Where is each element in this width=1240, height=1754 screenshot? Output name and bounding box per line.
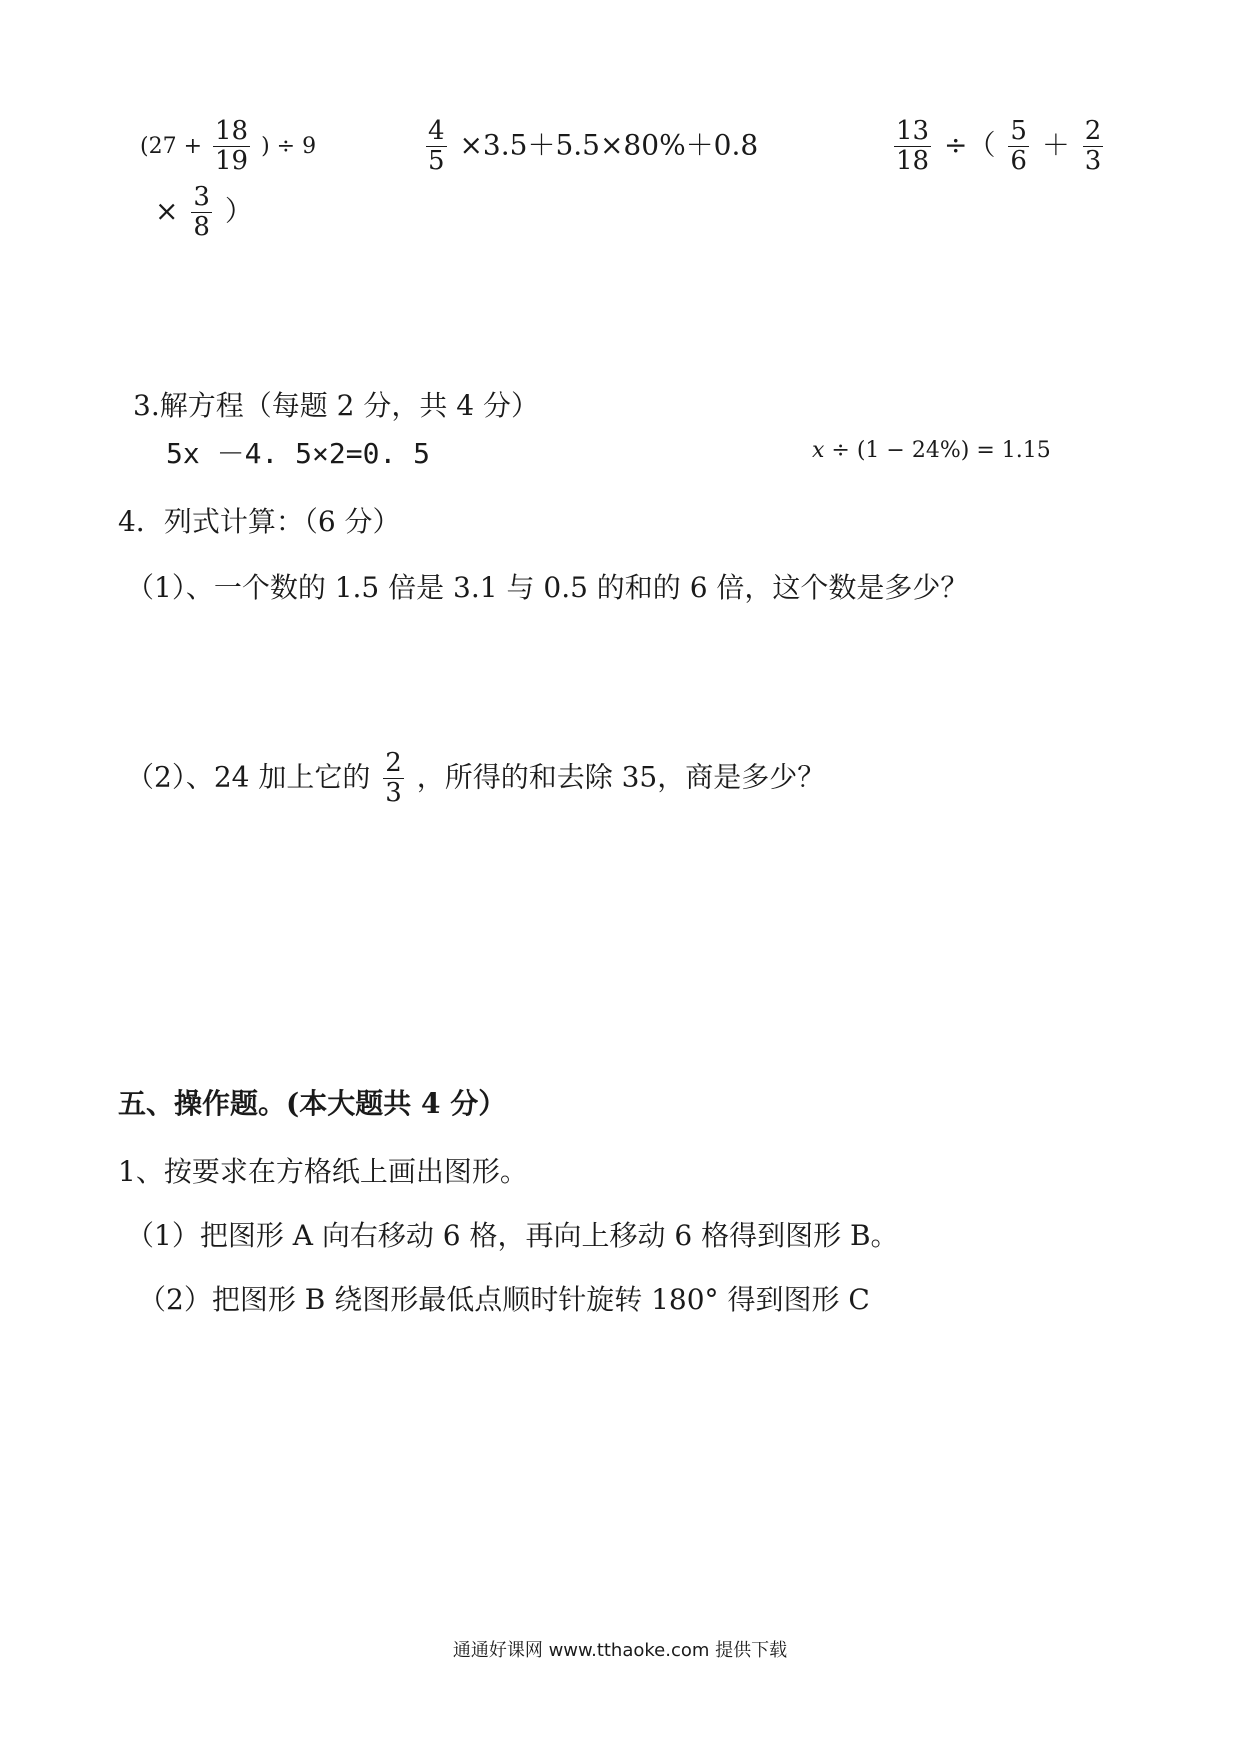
question-2-after: ，所得的和去除 35，商是多少？ [416,760,826,794]
expression-1-tail: ) ÷ 9 [261,133,317,159]
question-2-before: （2）、24 加上它的 [126,760,371,794]
times-sign: × [155,194,179,228]
fraction-denominator: 6 [1010,146,1027,177]
fraction-2-3 [383,750,404,808]
fraction-18-19 [213,118,250,176]
section-5-sub-1: （1）把图形 A 向右移动 6 格，再向上移动 6 格得到图形 B。 [126,1219,899,1252]
expression-1-open: (27 + [140,133,203,159]
fraction-numerator: 2 [385,748,402,778]
equation-1: 5x －4. 5×2=0. 5 [166,437,431,470]
question-2 [126,750,825,808]
section-5-heading: 五、操作题。(本大题共 4 分） [118,1087,507,1120]
footer-watermark: 通通好课网 www.tthaoke.com 提供下载 [452,1640,788,1661]
fraction-denominator: 18 [896,146,930,177]
fraction-13-18 [894,118,931,176]
fraction-denominator: 3 [385,778,402,809]
fraction-denominator: 3 [1084,146,1102,177]
expression-2 [422,118,758,176]
expression-2-tail: ×3.5＋5.5×80%＋0.8 [459,128,759,162]
fraction-5-6 [1008,118,1029,176]
expression-1-continuation [155,184,253,242]
fraction-4-5 [426,118,447,176]
divide-paren: ÷（ [944,128,996,162]
section-5-sub-2: （2）把图形 B 绕图形最低点顺时针旋转 180° 得到图形 C [138,1283,870,1316]
expression-1 [140,118,316,176]
section-5-item-1: 1、按要求在方格纸上画出图形。 [118,1155,528,1188]
fraction-denominator: 19 [215,146,249,177]
fraction-numerator: 5 [1010,116,1027,146]
fraction-numerator: 4 [428,116,445,146]
fraction-2-3 [1083,118,1104,176]
equation-2 [812,438,1051,463]
fraction-denominator: 8 [193,212,210,243]
fraction-3-8 [191,184,212,242]
section-4-heading: 4．列式计算：（6 分） [118,505,401,538]
fraction-numerator: 2 [1084,116,1102,146]
fraction-numerator: 18 [215,116,249,146]
equation-2-variable: x [812,438,825,463]
question-1: （1）、一个数的 1.5 倍是 3.1 与 0.5 的和的 6 倍，这个数是多少？ [126,571,969,604]
fraction-numerator: 13 [896,116,930,146]
expression-3 [890,118,1107,176]
fraction-denominator: 5 [428,146,445,177]
section-3-heading: 3.解方程（每题 2 分，共 4 分） [133,389,539,422]
fraction-numerator: 3 [193,182,210,212]
plus-sign: ＋ [1041,128,1070,162]
equation-2-rest: ÷ (1 − 24%) = 1.15 [824,438,1051,463]
closing-paren: ） [224,194,253,228]
